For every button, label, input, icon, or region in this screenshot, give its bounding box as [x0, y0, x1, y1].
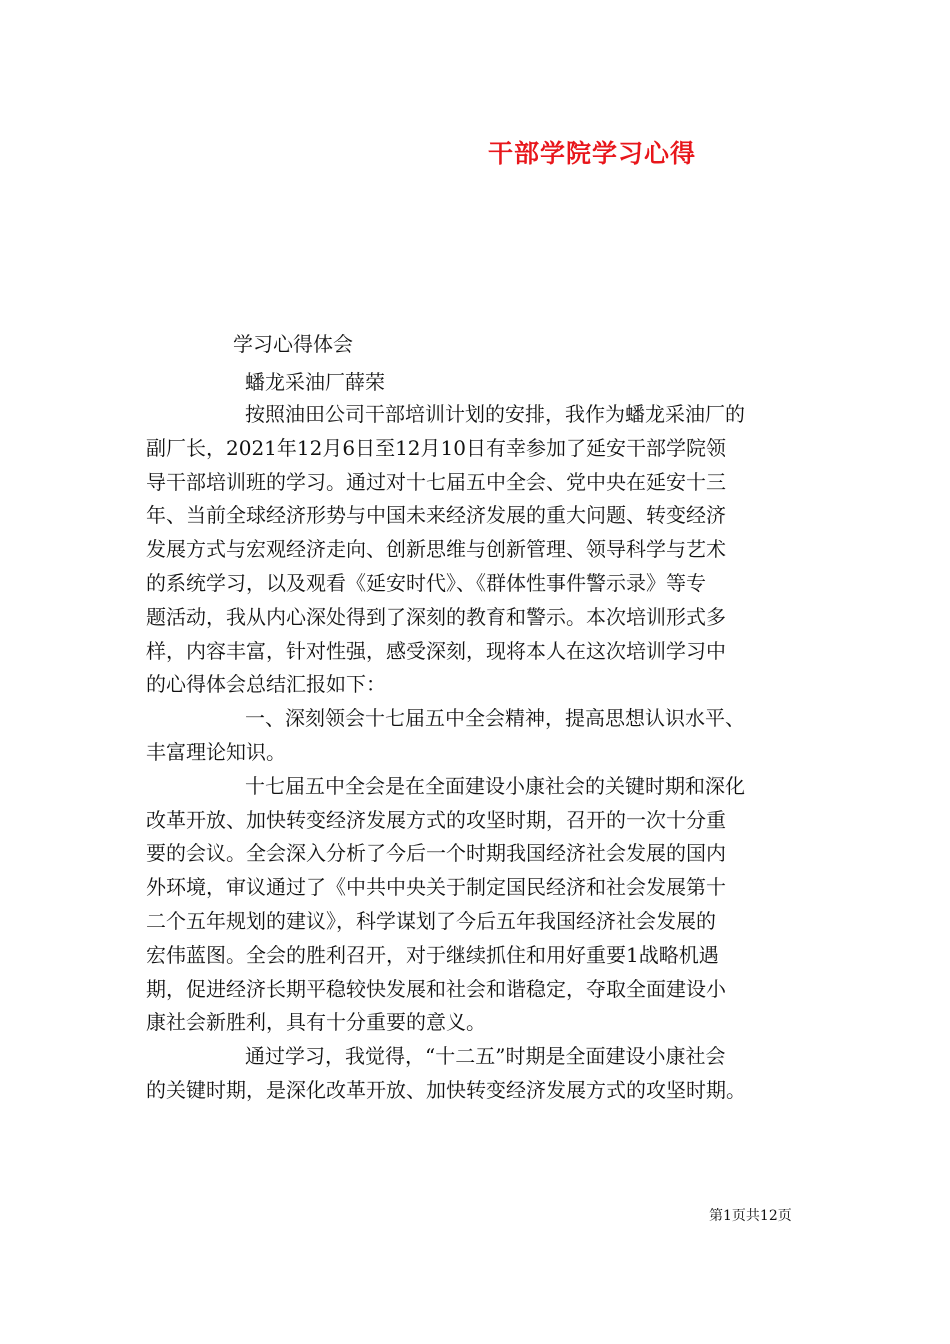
- body-line: 通过学习，我觉得，“十二五”时期是全面建设小康社会: [245, 1044, 726, 1069]
- body-line: 导干部培训班的学习。通过对十七届五中全会、党中央在延安十三: [146, 469, 726, 494]
- body-line: 的关键时期，是深化改革开放、加快转变经济发展方式的攻坚时期。: [146, 1077, 746, 1102]
- section-heading: 丰富理论知识。: [146, 739, 286, 764]
- body-line: 十七届五中全会是在全面建设小康社会的关键时期和深化: [245, 773, 745, 798]
- body-line: 宏伟蓝图。全会的胜利召开，对于继续抓住和用好重要1战略机遇: [146, 942, 719, 967]
- document-body: [146, 398, 806, 1108]
- section-heading: 一、深刻领会十七届五中全会精神，提高思想认识水平、: [245, 706, 745, 731]
- body-line: 康社会新胜利，具有十分重要的意义。: [146, 1010, 486, 1035]
- body-line: 的系统学习，以及观看《延安时代》、《群体性事件警示录》等专: [146, 570, 706, 595]
- body-line: 按照油田公司干部培训计划的安排，我作为蟠龙采油厂的: [245, 402, 745, 426]
- page-number: 第1页共12页: [709, 1208, 792, 1224]
- body-line: 样，内容丰富，针对性强，感受深刻，现将本人在这次培训学习中: [146, 638, 726, 663]
- body-line: 要的会议。全会深入分析了今后一个时期我国经济社会发展的国内: [146, 841, 726, 866]
- document-title: 干部学院学习心得: [488, 139, 697, 168]
- document-subtitle: 学习心得体会: [233, 332, 353, 356]
- body-line: 的心得体会总结汇报如下：: [146, 672, 386, 697]
- body-line: 年、当前全球经济形势与中国未来经济发展的重大问题、转变经济: [146, 503, 726, 528]
- body-line: 改革开放、加快转变经济发展方式的攻坚时期，召开的一次十分重: [146, 807, 726, 832]
- body-line: 副厂长，2021年12月6日至12月10日有幸参加了延安干部学院领: [146, 435, 726, 460]
- body-line: 期，促进经济长期平稳较快发展和社会和谐稳定，夺取全面建设小: [146, 976, 726, 1001]
- body-line: 题活动，我从内心深处得到了深刻的教育和警示。本次培训形式多: [146, 604, 726, 629]
- body-line: 二个五年规划的建议》，科学谋划了今后五年我国经济社会发展的: [146, 908, 716, 933]
- body-line: 外环境，审议通过了《中共中央关于制定国民经济和社会发展第十: [146, 875, 726, 900]
- body-line: 发展方式与宏观经济走向、创新思维与创新管理、领导科学与艺术: [146, 537, 726, 562]
- document-author: 蟠龙采油厂薛荣: [245, 370, 385, 394]
